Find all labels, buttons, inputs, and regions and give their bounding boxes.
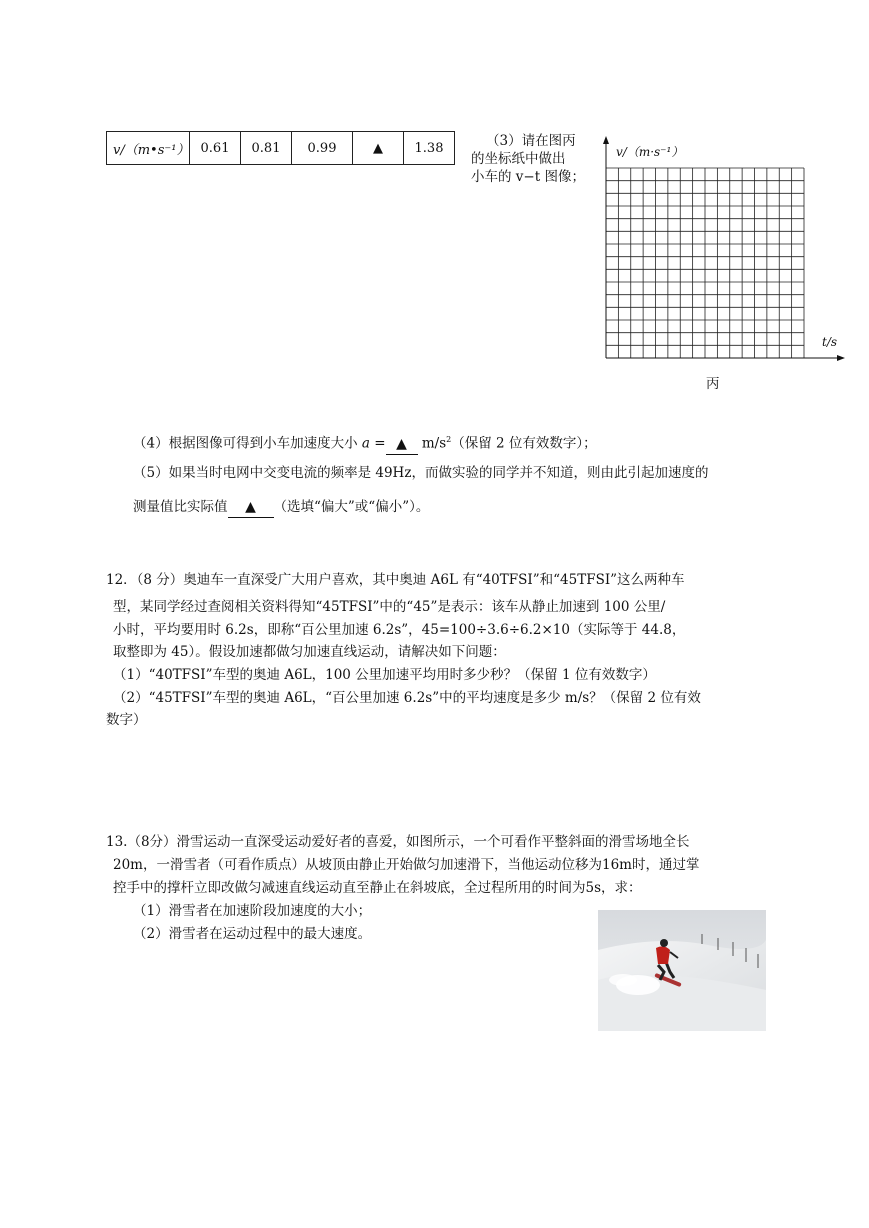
y-axis-label: v/（m·s⁻¹）: [616, 145, 684, 159]
q13-line-4: （1）滑雪者在加速阶段加速度的大小；: [133, 903, 372, 919]
q12-line-5: （1）“40TFSI”车型的奥迪 A6L，100 公里加速平均用时多少秒？（保留 1 位有效数字）: [113, 667, 656, 683]
y-axis-arrow-icon: [603, 136, 609, 144]
table-cell-blank: ▲: [353, 132, 404, 165]
x-axis-label: t/s: [822, 335, 838, 349]
vt-graph: [596, 136, 846, 376]
q4-unit-sup: 2: [446, 435, 452, 444]
table-cell: 0.99: [292, 132, 353, 165]
graph-grid: [606, 168, 804, 358]
velocity-table: [106, 131, 455, 165]
q4-line: [133, 430, 597, 455]
q12-line-3: 小时，平均要用时 6.2s，即称“百公里加速 6.2s”，45=100÷3.6÷6.2×10（实际等于 44.8，: [113, 622, 686, 638]
q12-line-4: 取整即为 45）。假设加速都做匀加速直线运动，请解决如下问题：: [113, 644, 506, 660]
q12-line-6: （2）“45TFSI”车型的奥迪 A6L，“百公里加速 6.2s”中的平均速度是多少 m/s？（保留 2 位有效: [113, 690, 701, 706]
q4-var: a: [361, 435, 370, 452]
q4-note: （保留 2 位有效数字）；: [451, 435, 597, 452]
q4-text: （4）根据图像可得到小车加速度大小: [133, 435, 362, 452]
q4-unit: m/s: [417, 435, 447, 452]
q13-line-3: 控手中的撑杆立即改做匀减速直线运动直至静止在斜坡底，全过程所用的时间为5s，求：: [113, 880, 642, 896]
table-cell: 0.81: [241, 132, 292, 165]
table-header-cell: v/（m•s⁻¹）: [107, 132, 190, 165]
q4-eq: =: [369, 435, 386, 452]
q13-line-2: 20m，一滑雪者（可看作质点）从坡顶由静止开始做匀加速滑下，当他运动位移为16m时，通过掌: [113, 857, 700, 873]
table-cell: 1.38: [404, 132, 455, 165]
graph-caption: 丙: [706, 376, 720, 392]
q12-line-2: 型，某同学经过查阅相关资料得知“45TFSI”中的“45”是表示：该车从静止加速到 100 公里/: [113, 599, 666, 615]
table-cell: 0.61: [190, 132, 241, 165]
q5-line-2: [133, 497, 429, 518]
q13-line-5: （2）滑雪者在运动过程中的最大速度。: [133, 926, 372, 942]
q5-line-1: （5）如果当时电网中交变电流的频率是 49Hz，而做实验的同学并不知道，则由此引起加速度的: [133, 465, 709, 481]
x-axis-arrow-icon: [837, 355, 845, 361]
q5-note: （选填“偏大”或“偏小”）。: [273, 499, 430, 515]
q5-answer-blank[interactable]: ▲: [228, 497, 274, 518]
q12-line-7: 数字）: [106, 712, 147, 728]
skier-photo: [598, 910, 766, 1031]
q12-line-1: 12．（8 分）奥迪车一直深受广大用户喜欢，其中奥迪 A6L 有“40TFSI”和“45TFSI”这么两种车: [106, 572, 685, 588]
q3-line-2: 的坐标纸中做出: [471, 151, 566, 167]
table-row: [107, 132, 455, 165]
q4-answer-blank[interactable]: ▲: [386, 434, 418, 455]
q3-line-3: 小车的 v−t 图像；: [471, 169, 585, 185]
q3-line-1: （3）请在图丙: [486, 133, 576, 149]
q13-line-1: 13.（8分）滑雪运动一直深受运动爱好者的喜爱，如图所示，一个可看作平整斜面的滑雪场地全长: [106, 834, 690, 850]
q5-text: 测量值比实际值: [133, 499, 228, 515]
